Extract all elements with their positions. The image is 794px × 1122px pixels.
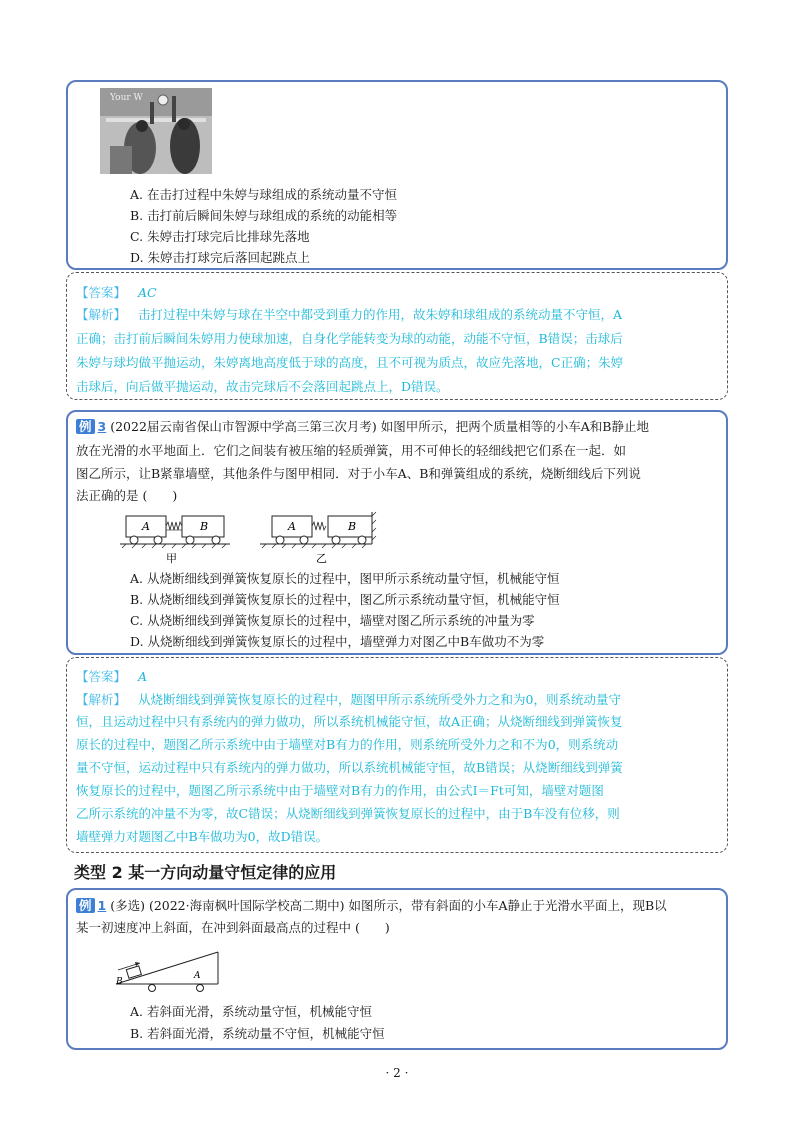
- answer-value: A: [138, 669, 148, 684]
- q2-analysis-line-2: 恒，且运动过程中只有系统内的弹力做功，所以系统机械能守恒，故A正确；从烧断细线到弹簧恢复: [76, 714, 623, 729]
- q1-option-d: D. 朱婷击打球完后落回起跳点上: [130, 250, 311, 265]
- section-heading: 类型 2 某一方向动量守恒定律的应用: [74, 863, 337, 882]
- q2-stem-line-4: 法正确的是 ( ): [76, 488, 178, 503]
- q2-analysis-line-7: 墙壁弹力对题图乙中B车做功为0，故D错误。: [76, 829, 329, 844]
- example-number: 1: [97, 898, 107, 913]
- q2-answer-line: [76, 669, 147, 685]
- example-tag: 例: [76, 898, 95, 913]
- q2-analysis-line-4: 量不守恒，运动过程中只有系统内的弹力做功，所以系统机械能守恒，故B错误；从烧断细线到弹簧: [76, 760, 623, 775]
- stem-text: (多选) (2022·海南枫叶国际学校高二期中) 如图所示，带有斜面的小车A静止于光滑水平面上，现B以: [110, 898, 667, 913]
- q1-option-c: C. 朱婷击打球完后比排球先落地: [130, 229, 310, 244]
- q1-analysis-line-4: 击球后，向后做平抛运动，故击完球后不会落回起跳点上，D错误。: [76, 379, 449, 394]
- stem-text: (2022届云南省保山市智源中学高三第三次月考) 如图甲所示，把两个质量相等的小车A和B静止地: [110, 419, 649, 434]
- q2-analysis-line-5: 恢复原长的过程中，题图乙所示系统中由于墙壁对B有力的作用，由公式I＝Ft可知，墙壁对题图: [76, 783, 604, 798]
- answer-label: 【答案】: [76, 285, 127, 300]
- q1-analysis-line-2: 正确；击打前后瞬间朱婷用力使球加速，自身化学能转变为球的动能，动能不守恒，B错误；击球后: [76, 331, 623, 346]
- analysis-label: 【解析】: [76, 307, 127, 322]
- cart-a-label: A: [194, 971, 201, 981]
- q1-option-b: B. 击打前后瞬间朱婷与球组成的系统的动能相等: [130, 208, 398, 223]
- answer-value: AC: [138, 285, 157, 300]
- analysis-text: 从烧断细线到弹簧恢复原长的过程中，题图甲所示系统所受外力之和为0，则系统动量守: [138, 692, 621, 707]
- q2-option-c: C. 从烧断细线到弹簧恢复原长的过程中，墙壁对图乙所示系统的冲量为零: [130, 613, 535, 628]
- analysis-text: 击打过程中朱婷与球在半空中都受到重力的作用，故朱婷和球组成的系统动量不守恒，A: [138, 307, 623, 322]
- answer-label: 【答案】: [76, 669, 127, 684]
- q1-option-a: A. 在击打过程中朱婷与球组成的系统动量不守恒: [130, 187, 397, 202]
- cart-a-label: A: [142, 520, 150, 533]
- q2-option-d: D. 从烧断细线到弹簧恢复原长的过程中，墙壁弹力对图乙中B车做功不为零: [130, 634, 545, 649]
- q1-answer-line: [76, 285, 157, 301]
- fig-label-jia: 甲: [166, 552, 177, 565]
- q2-stem-line-3: 图乙所示，让B紧靠墙壁，其他条件与图甲相同．对于小车A、B和弹簧组成的系统，烧断细线后下列说: [76, 466, 641, 481]
- q2-stem-line-1: [76, 419, 649, 435]
- q3-stem-line-2: 某一初速度冲上斜面，在冲到斜面最高点的过程中 ( ): [76, 920, 390, 935]
- q1-analysis-line-3: 朱婷与球均做平抛运动，朱婷离地高度低于球的高度，且不可视为质点，故应先落地，C正确；朱婷: [76, 355, 624, 370]
- q2-analysis-line-3: 原长的过程中，题图乙所示系统中由于墙壁对B有力的作用，则系统所受外力之和不为0，则系统动: [76, 737, 619, 752]
- fig-label-yi: 乙: [316, 552, 327, 565]
- q2-analysis-line-1: [76, 692, 621, 708]
- block-b-label: B: [116, 977, 123, 987]
- photo-banner-text: Your W: [110, 93, 143, 103]
- q2-option-b: B. 从烧断细线到弹簧恢复原长的过程中，图乙所示系统动量守恒，机械能守恒: [130, 592, 560, 607]
- cart-a-label: A: [288, 520, 296, 533]
- q2-answer-box: [66, 657, 728, 853]
- analysis-label: 【解析】: [76, 692, 127, 707]
- volleyball-photo: [100, 88, 212, 174]
- q2-analysis-line-6: 乙所示系统的冲量不为零，故C错误；从烧断细线到弹簧恢复原长的过程中，由于B车没有位移，则: [76, 806, 620, 821]
- incline-figure: [112, 944, 232, 992]
- q3-stem-line-1: [76, 898, 667, 914]
- q3-option-b: B. 若斜面光滑，系统动量不守恒，机械能守恒: [130, 1026, 385, 1041]
- q2-option-a: A. 从烧断细线到弹簧恢复原长的过程中，图甲所示系统动量守恒，机械能守恒: [130, 571, 560, 586]
- carts-figure: [110, 508, 390, 570]
- example-tag: 例: [76, 419, 95, 434]
- cart-b-label: B: [348, 520, 357, 533]
- page-number: · 2 ·: [385, 1066, 409, 1080]
- example-number: 3: [97, 419, 107, 434]
- q2-stem-line-2: 放在光滑的水平地面上．它们之间装有被压缩的轻质弹簧，用不可伸长的轻细线把它们系在一起．如: [76, 443, 627, 458]
- q3-option-a: A. 若斜面光滑，系统动量守恒，机械能守恒: [130, 1004, 372, 1019]
- cart-b-label: B: [200, 520, 209, 533]
- q1-analysis-line-1: [76, 307, 622, 323]
